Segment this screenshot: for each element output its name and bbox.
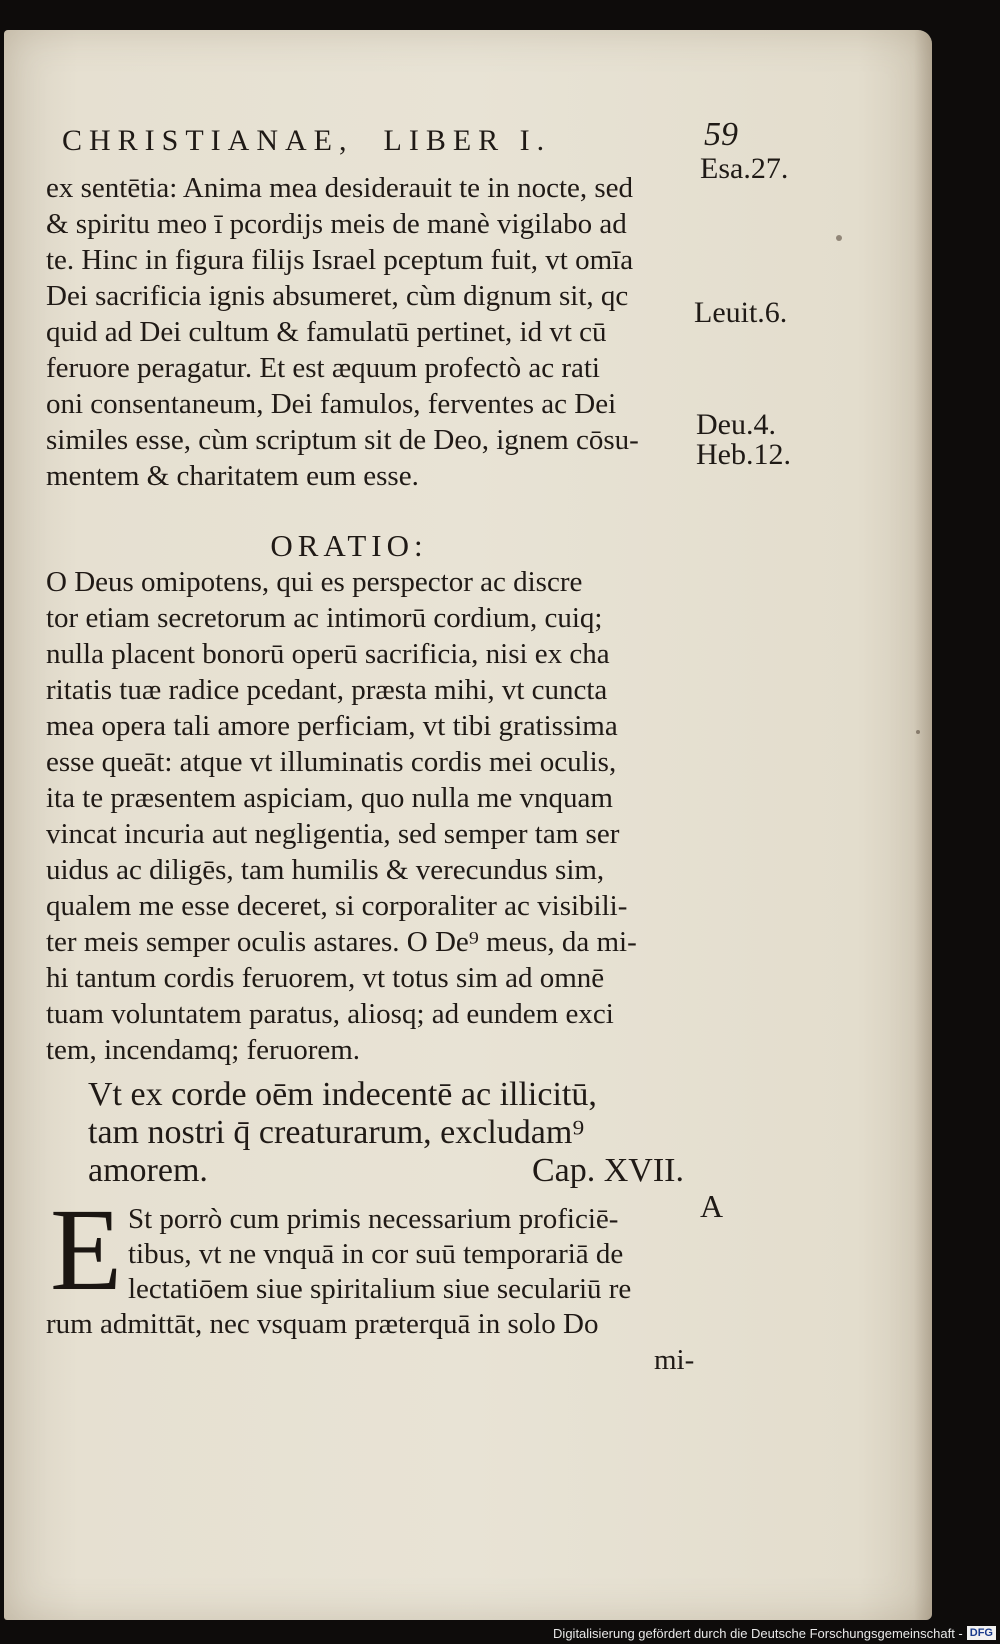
text-line: rum admittāt, nec vsquam præterquā in solo Do [46, 1308, 599, 1340]
margin-note-heb: Heb.12. [696, 438, 791, 471]
chapter-heading [88, 1076, 688, 1190]
chapter-title-line: tam nostri q̄ creaturarum, excludam⁹ [88, 1114, 585, 1151]
text-line: te. Hinc in figura filijs Israel pceptum fuit, vt omīa [46, 244, 634, 276]
chapter-title-last-row [88, 1152, 688, 1190]
text-line: oni consentaneum, Dei famulos, ferventes ac Dei [46, 388, 617, 420]
text-line: O Deus omipotens, qui es perspector ac discre [46, 566, 583, 598]
text-line: & spiritu meo ī pcordijs meis de manè vigilabo ad [46, 208, 627, 240]
text-line: ritatis tuæ radice pcedant, præsta mihi, vt cuncta [46, 674, 608, 706]
text-line: St porrò cum primis necessarium proficiē- [128, 1203, 619, 1235]
folio-number: 59 [704, 116, 738, 153]
text-line: lectatiōem siue spiritalium siue seculariū re [128, 1273, 632, 1305]
running-title-left: CHRISTIANAE, [62, 124, 354, 157]
text-line: nulla placent bonorū operū sacrificia, nisi ex cha [46, 638, 610, 670]
text-line: similes esse, cùm scriptum sit de Deo, ignem cōsu- [46, 424, 639, 456]
text-line: tuam voluntatem paratus, aliosq; ad eundem exci [46, 998, 614, 1030]
chapter-title-line: Vt ex corde oēm indecentē ac illicitū, [88, 1076, 597, 1113]
text-line: feruore peragatur. Et est æquum profectò ac rati [46, 352, 600, 384]
text-line: ita te præsentem aspiciam, quo nulla me vnquam [46, 782, 613, 814]
margin-note-esa: Esa.27. [700, 152, 789, 185]
text-line: ex sentētia: Anima mea desiderauit te in nocte, sed [46, 172, 634, 204]
text-line: vincat incuria aut negligentia, sed semper tam ser [46, 818, 620, 850]
paper-speck [916, 730, 920, 734]
text-line: tem, incendamq; feruorem. [46, 1034, 361, 1066]
paper-speck [836, 235, 842, 241]
text-line: qualem me esse deceret, si corporaliter ac visibili- [46, 890, 628, 922]
chapter-opening-text [128, 1202, 708, 1307]
text-line: tibus, vt ne vnquā in cor suū temporariā de [128, 1238, 624, 1270]
text-line: uidus ac diligēs, tam humilis & verecundus sim, [46, 854, 605, 886]
catchword: mi- [654, 1344, 695, 1376]
oratio-heading: ORATIO: [270, 528, 428, 563]
running-header [62, 124, 762, 158]
oratio-text [46, 564, 696, 1068]
running-title-right: LIBER I. [383, 124, 552, 157]
text-line: quid ad Dei cultum & famulatū pertinet, id vt cū [46, 316, 607, 348]
body-text [46, 170, 696, 494]
text-line: mentem & charitatem eum esse. [46, 460, 419, 492]
text-line: Dei sacrificia ignis absumeret, cùm dignum sit, qc [46, 280, 629, 312]
text-line: hi tantum cordis feruorem, vt totus sim ad omnē [46, 962, 605, 994]
margin-note-a: A [700, 1188, 724, 1224]
chapter-number: Cap. XVII. [531, 1152, 684, 1189]
footer-text: Digitalisierung gefördert durch die Deutsche Forschungsgemeinschaft - [553, 1625, 963, 1641]
digitization-footer [553, 1624, 996, 1642]
dfg-logo: DFG [967, 1626, 996, 1640]
chapter-continuation-text [46, 1307, 706, 1342]
margin-note-leuit: Leuit.6. [694, 296, 788, 329]
chapter-title-line: amorem. [88, 1152, 208, 1189]
page-edge-shadow [914, 30, 932, 1620]
text-line: mea opera tali amore perficiam, vt tibi gratissima [46, 710, 618, 742]
text-line: tor etiam secretorum ac intimorū cordium, cuiq; [46, 602, 603, 634]
drop-cap-initial: E [50, 1184, 123, 1315]
margin-note-deu: Deu.4. [696, 408, 776, 441]
book-page [4, 30, 932, 1620]
text-line: esse queāt: atque vt illuminatis cordis mei oculis, [46, 746, 617, 778]
text-line: ter meis semper oculis astares. O De⁹ meus, da mi- [46, 926, 637, 958]
